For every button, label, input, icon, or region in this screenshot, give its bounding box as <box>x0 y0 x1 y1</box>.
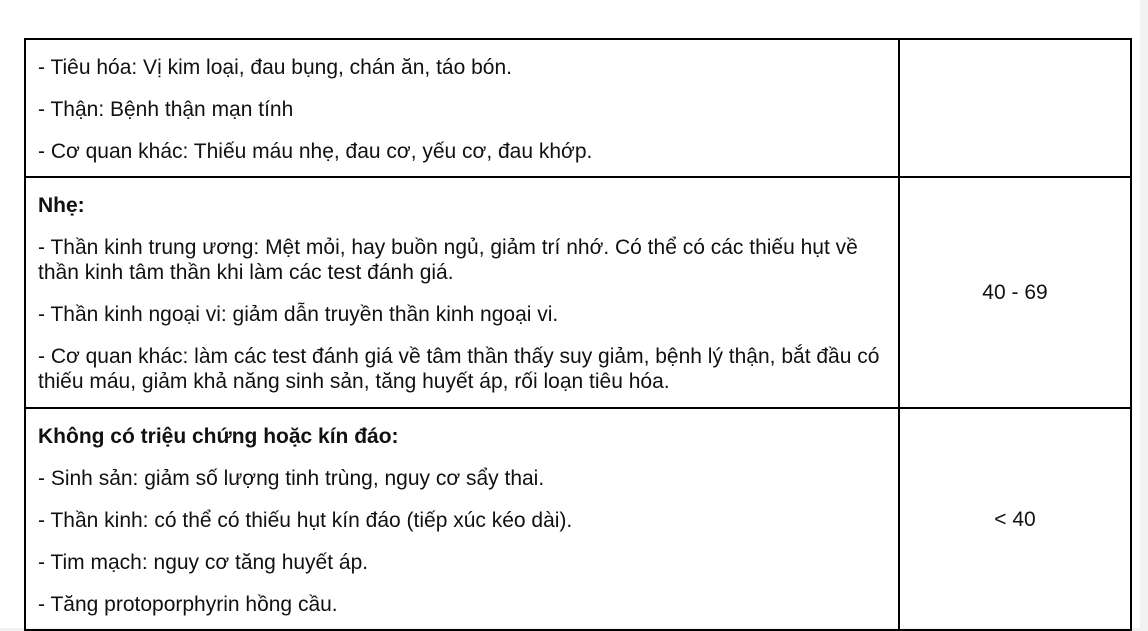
symptoms-cell <box>25 39 899 177</box>
level-cell: < 40 <box>899 408 1131 630</box>
level-cell <box>899 39 1131 177</box>
symptoms-cell <box>25 177 899 408</box>
symptoms-cell <box>25 408 899 630</box>
table-row <box>25 177 1131 408</box>
symptom-line: - Thần kinh trung ương: Mệt mỏi, hay buồn ngủ, giảm trí nhớ. Có thể có các thiếu hụt về thần kinh tâm thần khi làm các test đánh giá. <box>38 236 858 284</box>
severity-heading: Nhẹ: <box>38 194 85 217</box>
table-row <box>25 39 1131 177</box>
symptom-line: - Cơ quan khác: Thiếu máu nhẹ, đau cơ, yếu cơ, đau khớp. <box>38 140 593 163</box>
symptom-line: - Tiêu hóa: Vị kim loại, đau bụng, chán ăn, táo bón. <box>38 56 512 79</box>
severity-heading: Không có triệu chứng hoặc kín đáo: <box>38 425 399 448</box>
symptom-line: - Thần kinh ngoại vi: giảm dẫn truyền thần kinh ngoại vi. <box>38 303 559 326</box>
symptom-line: - Tim mạch: nguy cơ tăng huyết áp. <box>38 551 369 574</box>
symptom-line: - Tăng protoporphyrin hồng cầu. <box>38 593 338 616</box>
symptom-line: - Cơ quan khác: làm các test đánh giá về tâm thần thấy suy giảm, bệnh lý thận, bắt đầu có thiếu máu, giảm khả năng sinh sản, tăng huyết áp, rối loạn tiêu hóa. <box>38 345 880 393</box>
symptom-line: - Thận: Bệnh thận mạn tính <box>38 98 294 121</box>
symptom-line: - Sinh sản: giảm số lượng tinh trùng, nguy cơ sẩy thai. <box>38 467 545 490</box>
table-row <box>25 408 1131 630</box>
level-cell: 40 - 69 <box>899 177 1131 408</box>
symptom-table <box>24 38 1132 631</box>
symptom-line: - Thần kinh: có thể có thiếu hụt kín đáo (tiếp xúc kéo dài). <box>38 509 573 532</box>
